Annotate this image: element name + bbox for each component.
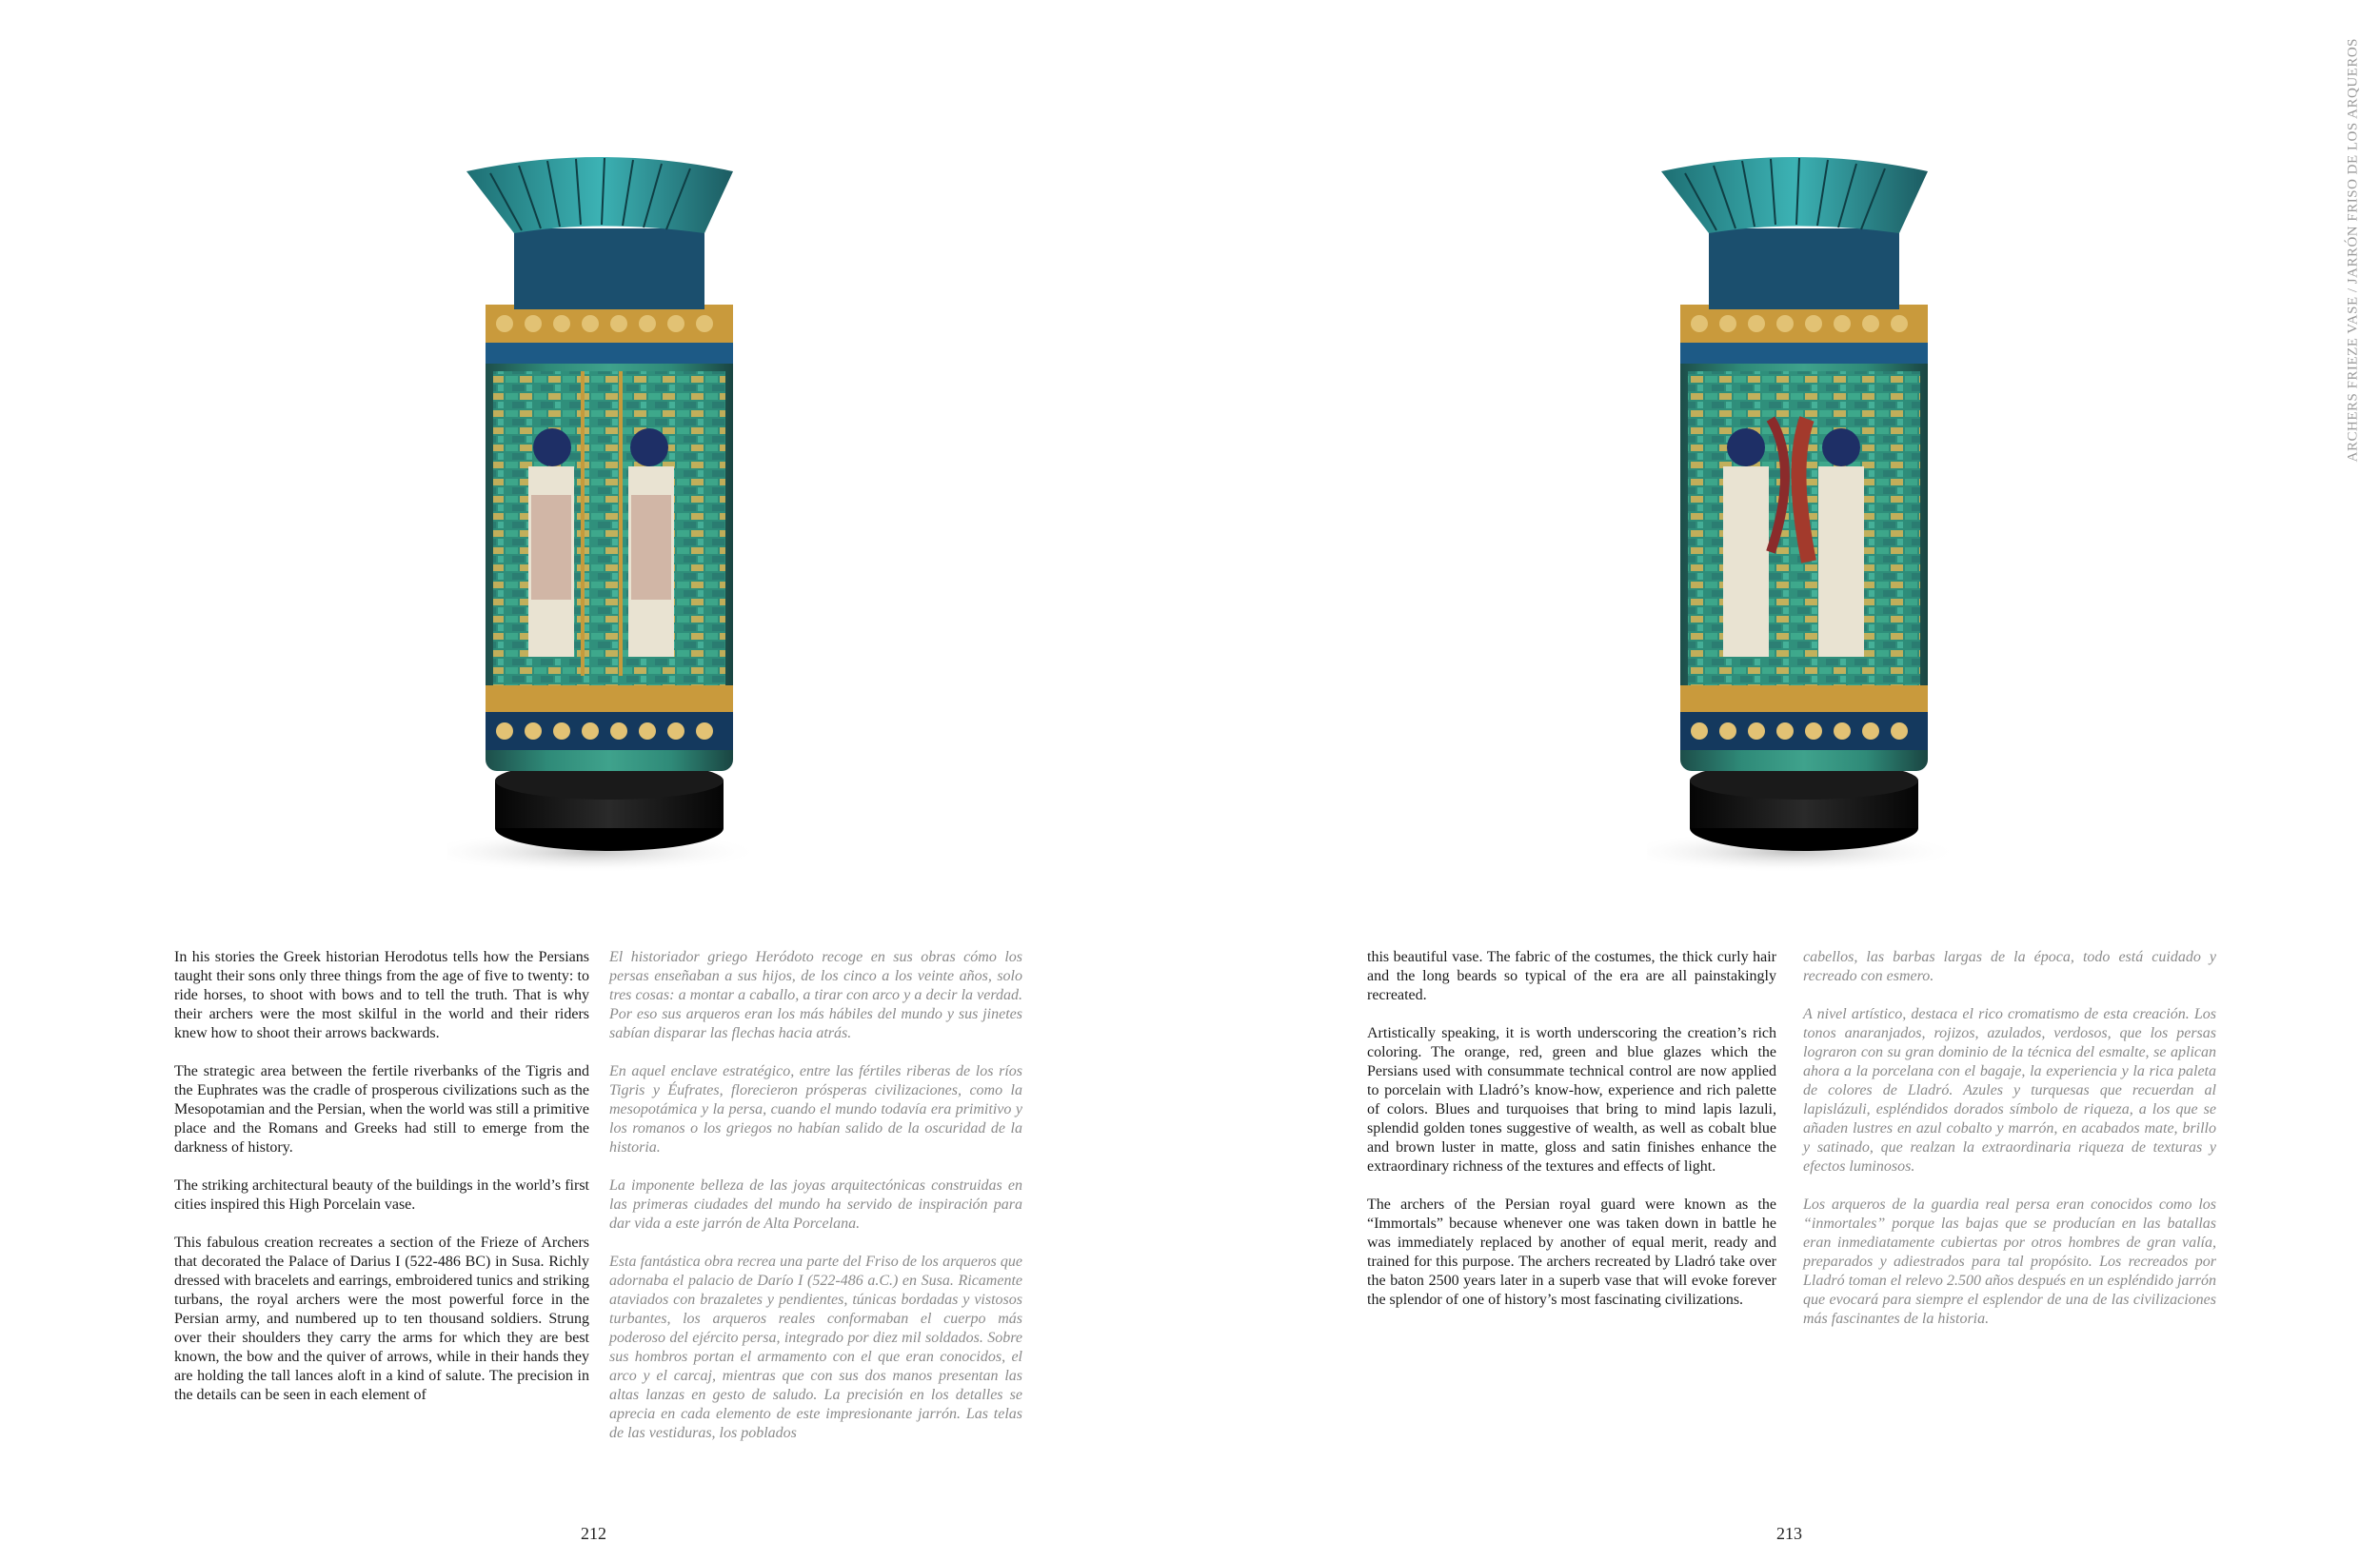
archers-vase-image-right: [1647, 152, 1952, 876]
paragraph: Esta fantástica obra recrea una parte del Friso de los arqueros que adornaba el palacio de Darío I (522-486 a.C.) en Susa. Ricamente ataviados con brazaletes y pendientes, túnicas bordadas y vistosos turbantes, los arqueros reales conformaban el cuerpo más poderoso del ejército persa, integrado por diez mil soldados. Sobre sus hombros portan el armamento con el que eran conocidos, el arco y el carcaj, mientras que con sus dos manos presentan las altas lanzas en gesto de saludo. La precisión en los detalles se aprecia en cada elemento de este impresionante jarrón. Las telas de las vestiduras, los poblados: [609, 1254, 1022, 1441]
paragraph: Los arqueros de la guardia real persa eran conocidos como los “inmortales” porque las bajas que se producían en las batallas eran inmediatamente cubiertas por otros hombres de gran valía, preparados y adiestrados para tal propósito. Los recreados por Lladró toman el relevo 2.500 años después en un espléndido jarrón que evocará para siempre el esplendor de una de las civilizaciones más fascinantes de la historia.: [1803, 1196, 2216, 1327]
running-title: [2338, 38, 2361, 463]
archers-vase-image-left: [447, 152, 752, 876]
paragraph: En aquel enclave estratégico, entre las fértiles riberas de los ríos Tigris y Éufrates, florecieron prósperas civilizaciones, como la mesopotámica y la persa, cuando el mundo todavía era primitivo y los romanos o los griegos no habían salido de la oscuridad de la historia.: [609, 1063, 1022, 1156]
paragraph: In his stories the Greek historian Herodotus tells how the Persians taught their sons only three things from the age of five to twenty: to ride horses, to shoot with bows and to tell the truth. That is why their archers were the most skilful in the world and their riders knew how to shoot their arrows backwards.: [174, 949, 589, 1041]
paragraph: The strategic area between the fertile riverbanks of the Tigris and the Euphrates was the cradle of prosperous civilizations such as the Mesopotamian and the Persian, when the world was still a primitive place and the Romans and Greeks had still to emerge from the darkness of history.: [174, 1063, 589, 1156]
paragraph: this beautiful vase. The fabric of the costumes, the thick curly hair and the long beards so typical of the era are all painstakingly recreated.: [1367, 949, 1776, 1003]
paragraph: El historiador griego Heródoto recoge en sus obras cómo los persas enseñaban a sus hijos, de los cinco a los veinte años, solo tres cosas: a montar a caballo, a tirar con arco y a decir la verdad. Por eso sus arqueros eran los más hábiles del mundo y sus jinetes sabían disparar las flechas hacia atrás.: [609, 949, 1022, 1041]
paragraph: La imponente belleza de las joyas arquitectónicas construidas en las primeras ciudades del mundo ha servido de inspiración para dar vida a este jarrón de Alta Porcelana.: [609, 1177, 1022, 1232]
right-spanish-column: [1803, 948, 2216, 1348]
running-title-text: ARCHERS FRIEZE VASE / JARRÓN FRISO DE LOS ARQUEROS: [2345, 38, 2360, 463]
right-english-column: [1367, 948, 1776, 1329]
paragraph: The striking architectural beauty of the buildings in the world’s first cities inspired this High Porcelain vase.: [174, 1177, 589, 1213]
paragraph: Artistically speaking, it is worth underscoring the creation’s rich coloring. The orange, red, green and blue glazes which the Persians used with consummate technical control are now applied to porcelain with Lladró’s know-how, experience and rich palette of colors. Blues and turquoises that bring to mind lapis lazuli, splendid golden tones suggestive of wealth, as well as cobalt blue and brown luster in matte, gloss and satin finishes enhance the extraordinary richness of the textures and effects of light.: [1367, 1025, 1776, 1175]
page-number-left: 212: [581, 1524, 606, 1543]
paragraph: The archers of the Persian royal guard were known as the “Immortals” because whenever one was taken down in battle he was immediately replaced by another of equal merit, ready and trained for this purpose. The archers recreated by Lladró take over the baton 2500 years later in a superb vase that will evoke forever the splendor of one of history’s most fascinating civilizations.: [1367, 1196, 1776, 1308]
paragraph: cabellos, las barbas largas de la época, todo está cuidado y recreado con esmero.: [1803, 949, 2216, 984]
left-spanish-column: [609, 948, 1022, 1462]
paragraph: This fabulous creation recreates a section of the Frieze of Archers that decorated the Palace of Darius I (522-486 BC) in Susa. Richly dressed with bracelets and earrings, embroidered tunics and striking turbans, the royal archers were the most powerful force in the Persian army, and numbered up to ten thousand soldiers. Strung over their shoulders they carry the arms for which they are best known, the bow and the quiver of arrows, while in their hands they are holding the tall lances aloft in a kind of salute. The precision in the details can be seen in each element of: [174, 1235, 589, 1403]
left-english-column: [174, 948, 589, 1424]
page-number-right: 213: [1776, 1524, 1802, 1543]
paragraph: A nivel artístico, destaca el rico cromatismo de esta creación. Los tonos anaranjados, rojizos, azulados, verdosos, que los persas lograron con su gran dominio de la técnica del esmalte, se aplican ahora a la porcelana con el bagaje, la experiencia y la rica paleta de colores de Lladró. Azules y turquesas que recuerdan al lapislázuli, espléndidos dorados símbolo de riqueza, a los que se añaden lustres en azul cobalto y marrón, en acabados mate, brillo y satinado, que realzan la extraordinaria riqueza de texturas y efectos luminosos.: [1803, 1006, 2216, 1175]
